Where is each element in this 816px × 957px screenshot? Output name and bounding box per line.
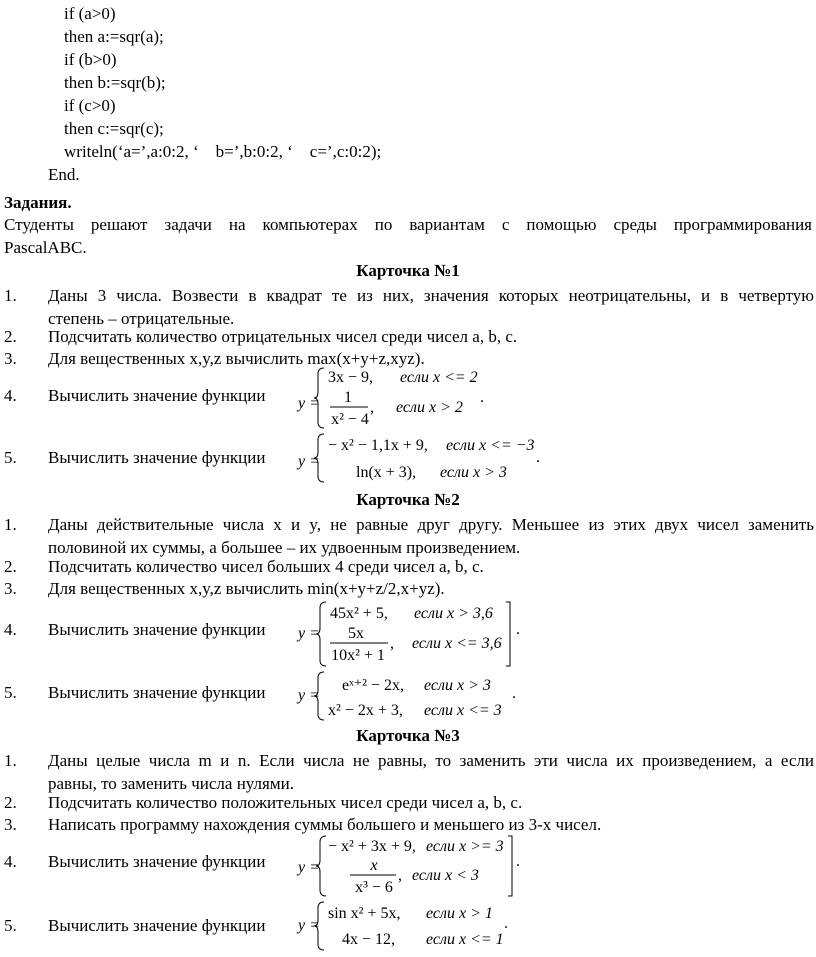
case-1: 45x² + 5, [330, 605, 388, 622]
brace [316, 602, 326, 666]
intro-line-1: Студенты решают задачи на компьютерах по вариантам с помощью среды программирования [4, 215, 812, 234]
case-1: 3x − 9, [328, 369, 374, 386]
condition-1: если x >= 3 [426, 838, 504, 855]
task-number: 5. [4, 448, 17, 467]
task-number: 1. [4, 286, 17, 305]
right-bar [508, 836, 512, 896]
fraction-numerator: x [370, 857, 378, 874]
fraction-denominator: x³ − 6 [355, 879, 393, 896]
task-number: 1. [4, 515, 17, 534]
condition-2: если x <= 3,6 [412, 635, 502, 652]
y-equals: y = [298, 859, 320, 876]
y-equals: y = [298, 395, 320, 412]
code-end: End. [48, 165, 80, 184]
fraction-denominator: x² − 4 [331, 411, 369, 428]
code-line: then a:=sqr(a); [64, 27, 164, 46]
task-text: Для вещественных x,y,z вычислить min(x+y+z/2,x+yz). [48, 579, 445, 598]
code-line: then c:=sqr(c); [64, 119, 164, 138]
case-1: sin x² + 5x, [328, 905, 401, 922]
card-1-formula-4 [290, 362, 490, 434]
card-3-title: Карточка №3 [356, 726, 460, 745]
card-2-title: Карточка №2 [356, 490, 460, 509]
task-number: 4. [4, 620, 17, 639]
intro-line-2: PascalABC. [4, 238, 87, 257]
condition-1: если x > 3,6 [414, 605, 493, 622]
card-3-formula-5 [290, 898, 530, 954]
task-text-line-1: Даны целые числа m и n. Если числа не равны, то заменить эти числа их произведением, а если [48, 751, 814, 770]
right-bar [506, 602, 510, 666]
condition-2: если x <= 1 [426, 931, 504, 948]
code-line: writeln(‘a=’,a:0:2, ‘ b=’,b:0:2, ‘ c=’,c:0:2); [64, 142, 382, 161]
condition-1: если x > 1 [426, 905, 493, 922]
card-3-formula-4 [290, 832, 540, 900]
task-text: Для вещественных x,y,z вычислить max(x+y+z,xyz). [48, 349, 425, 368]
comma: , [398, 867, 402, 884]
card-1-formula-5 [290, 430, 550, 486]
condition-1: если x <= 2 [400, 369, 478, 386]
code-line: if (c>0) [64, 96, 116, 115]
period: . [516, 853, 520, 870]
case-1: eˣ⁺² − 2x, [342, 677, 404, 694]
fraction-denominator: 10x² + 1 [331, 647, 385, 664]
task-number: 1. [4, 751, 17, 770]
task-text: Вычислить значение функции [48, 916, 266, 935]
task-text: Вычислить значение функции [48, 852, 266, 871]
task-number: 5. [4, 916, 17, 935]
task-text: Вычислить значение функции [48, 448, 266, 467]
task-number: 2. [4, 793, 17, 812]
brace [316, 836, 326, 896]
y-equals: y = [298, 687, 320, 704]
condition-2: если x <= 3 [424, 702, 502, 719]
condition-2: если x > 3 [440, 464, 507, 481]
y-equals: y = [298, 917, 320, 934]
y-equals: y = [298, 625, 320, 642]
case-1: − x² + 3x + 9, [328, 838, 416, 855]
case-2: x² − 2x + 3, [328, 702, 403, 719]
comma: , [390, 635, 394, 652]
case-2: ln(x + 3), [356, 464, 417, 481]
case-1: − x² − 1,1x + 9, [328, 437, 428, 454]
card-2-formula-5 [290, 668, 530, 724]
task-text-line-2: половиной их суммы, а большее – их удвоенным произведением. [48, 538, 521, 557]
task-number: 3. [4, 815, 17, 834]
task-text: Вычислить значение функции [48, 620, 266, 639]
fraction-numerator: 1 [344, 389, 352, 406]
card-2-formula-4 [290, 598, 540, 670]
task-number: 3. [4, 579, 17, 598]
task-text-line-1: Даны 3 числа. Возвести в квадрат те из них, значения которых неотрицательны, и в четвертую [48, 286, 814, 305]
case-2: 4x − 12, [342, 931, 396, 948]
condition-2: если x > 2 [396, 399, 463, 416]
condition-1: если x <= −3 [446, 437, 535, 454]
code-block [48, 2, 382, 186]
code-line: if (a>0) [64, 4, 116, 23]
condition-1: если x > 3 [424, 677, 491, 694]
period: . [480, 389, 484, 406]
code-line: then b:=sqr(b); [64, 73, 166, 92]
task-text: Вычислить значение функции [48, 683, 266, 702]
comma: , [370, 399, 374, 416]
task-text: Подсчитать количество положительных чисел среди чисел a, b, c. [48, 793, 523, 812]
tasks-heading: Задания. [4, 193, 72, 212]
task-text: Вычислить значение функции [48, 386, 266, 405]
task-text: Написать программу нахождения суммы большего и меньшего из 3-х чисел. [48, 815, 602, 834]
task-number: 4. [4, 852, 17, 871]
y-equals: y = [298, 453, 320, 470]
task-number: 2. [4, 327, 17, 346]
task-number: 5. [4, 683, 17, 702]
task-text-line-2: степень – отрицательные. [48, 309, 235, 328]
task-number: 4. [4, 386, 17, 405]
fraction-numerator: 5x [348, 625, 364, 642]
period: . [504, 915, 508, 932]
task-text-line-2: равны, то заменить числа нулями. [48, 774, 294, 793]
task-number: 3. [4, 349, 17, 368]
period: . [536, 449, 540, 466]
card-1-title: Карточка №1 [356, 261, 460, 280]
task-text: Подсчитать количество чисел больших 4 среди чисел a, b, c. [48, 557, 484, 576]
task-number: 2. [4, 557, 17, 576]
period: . [512, 685, 516, 702]
period: . [516, 621, 520, 638]
task-text-line-1: Даны действительные числа x и y, не равные друг другу. Меньшее из этих двух чисел заменить [48, 515, 814, 534]
task-text: Подсчитать количество отрицательных чисел среди чисел a, b, c. [48, 327, 518, 346]
code-line: if (b>0) [64, 50, 117, 69]
condition-2: если x < 3 [412, 867, 479, 884]
